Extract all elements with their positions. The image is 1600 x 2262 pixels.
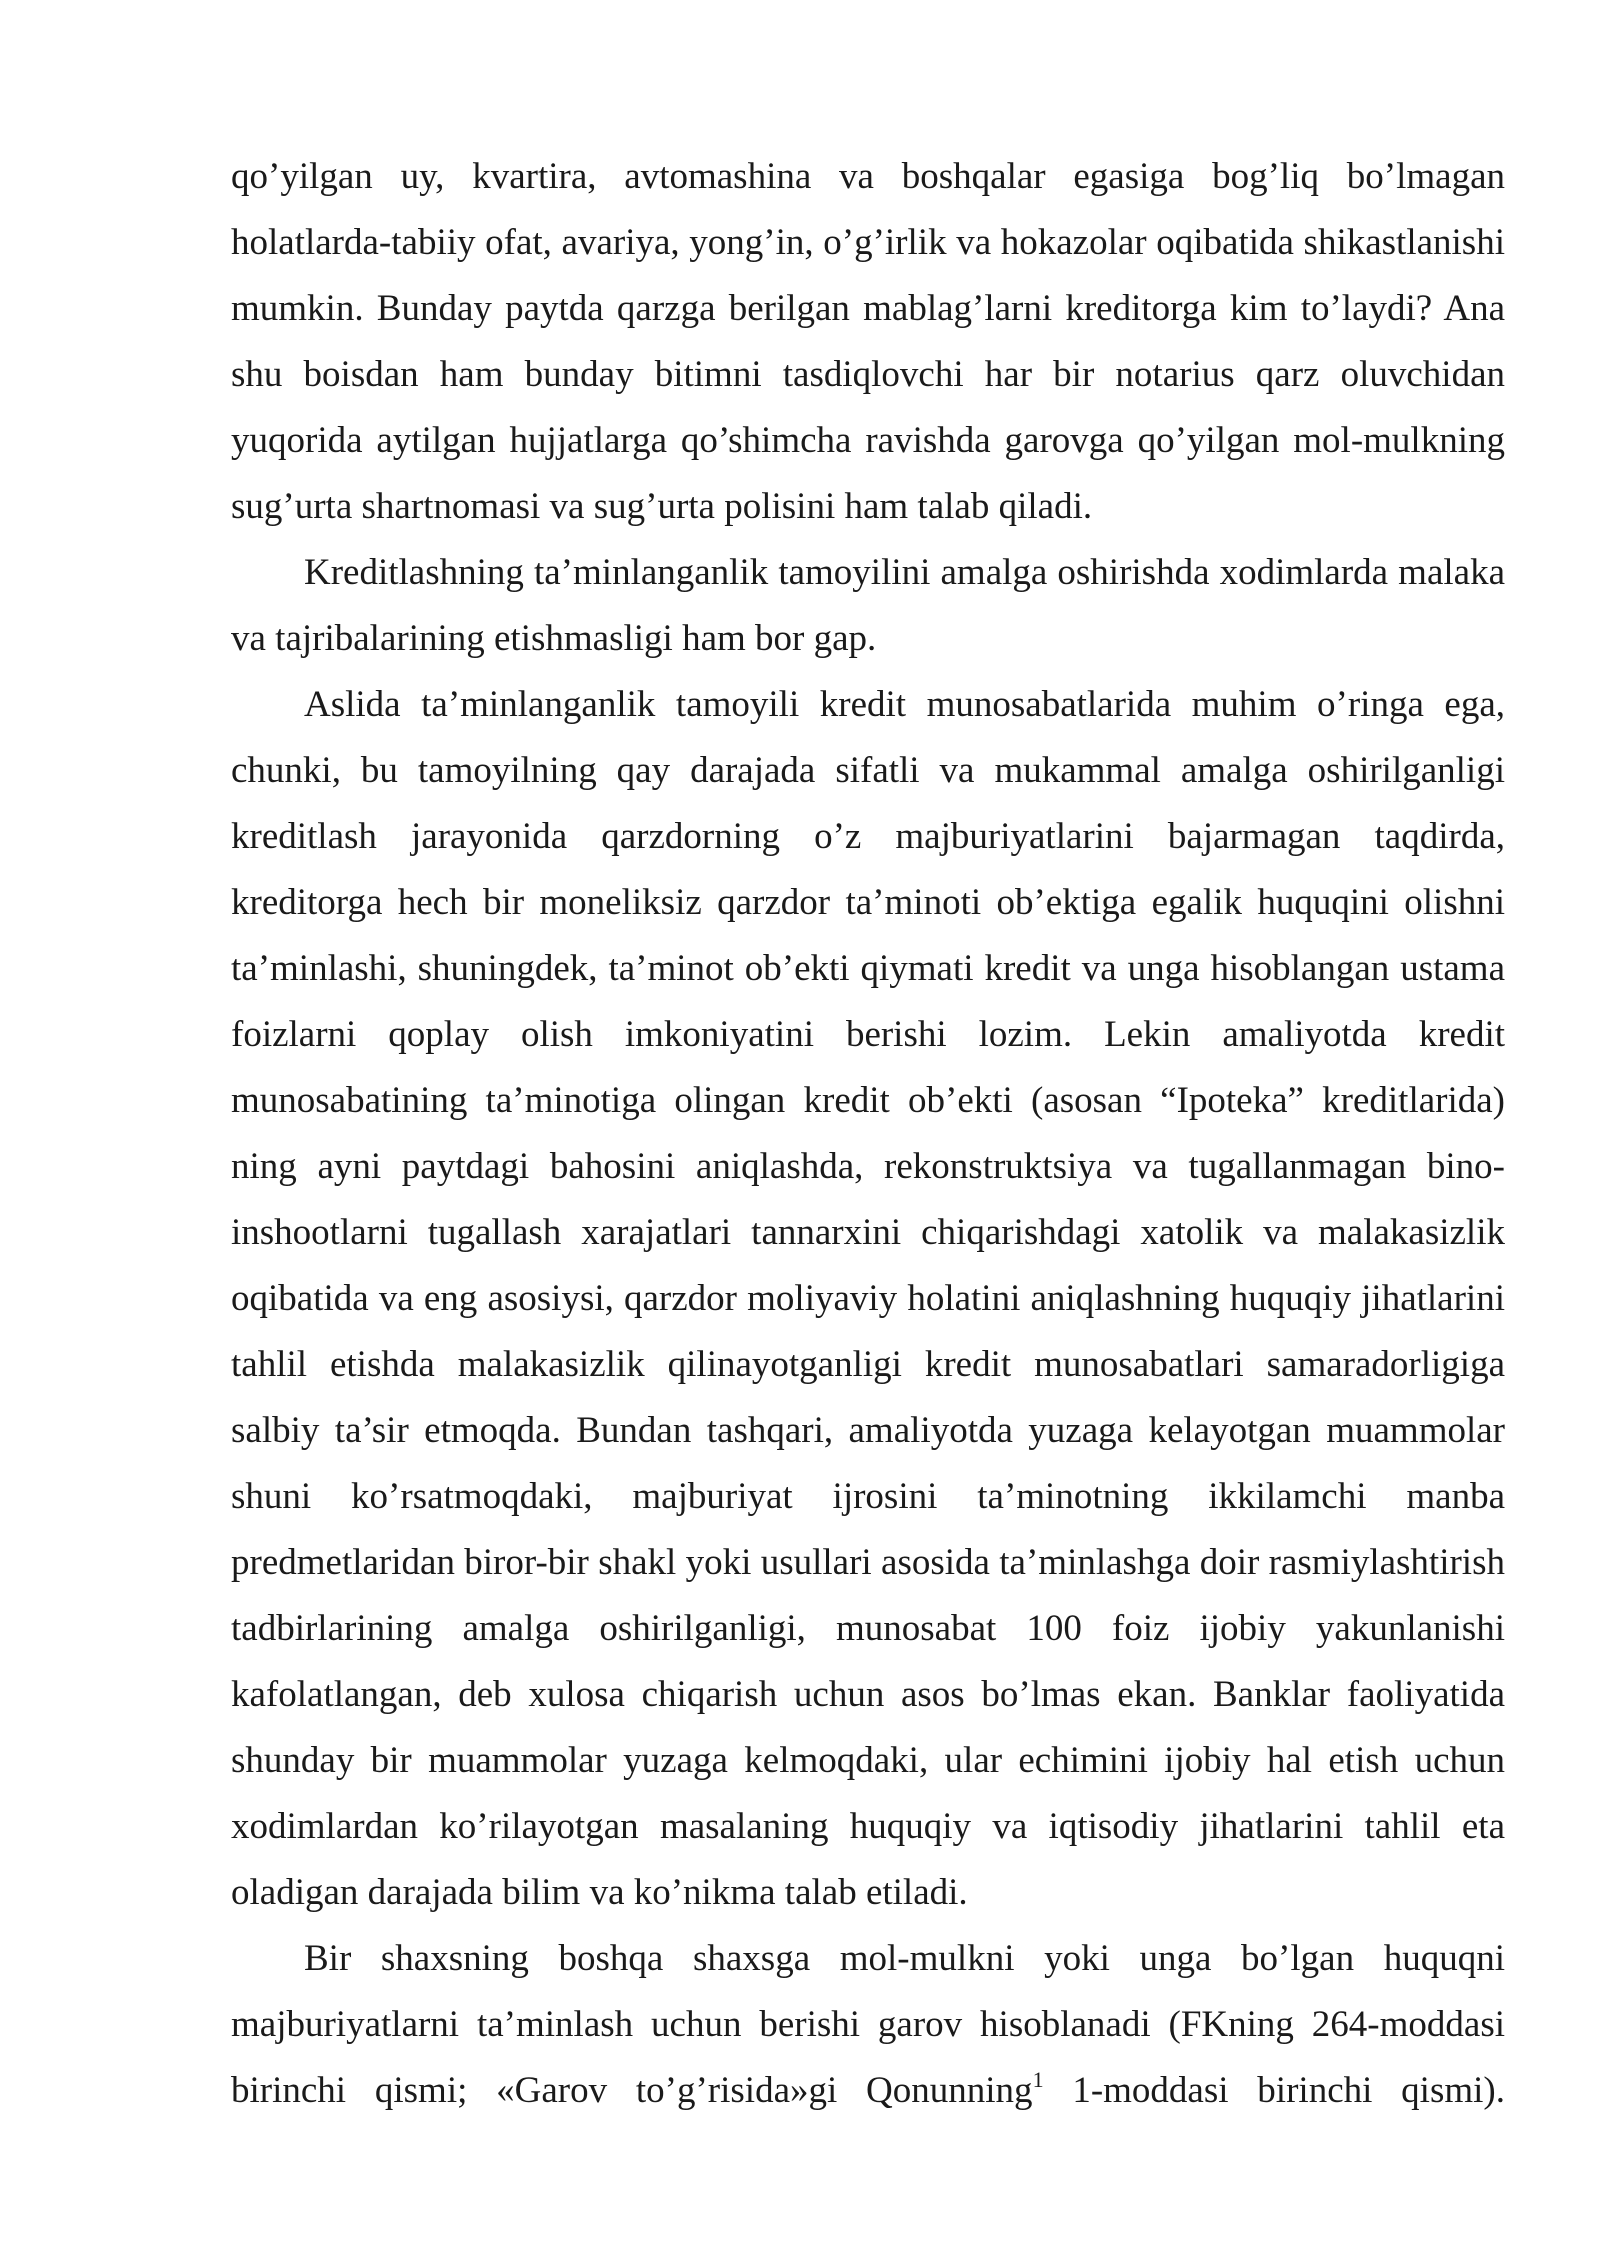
paragraph-1: qo’yilgan uy, kvartira, avtomashina va boshqalar egasiga bog’liq bo’lmagan holatlarda-tabiiy ofat, avariya, yong’in, o’g’irlik va hokazolar oqibatida shikastlanishi mumkin. Bunday paytda qarzga berilgan mablag’larni kreditorga kim to’laydi? Ana shu boisdan ham bunday bitimni tasdiqlovchi har bir notarius qarz oluvchidan yuqorida aytilgan hujjatlarga qo’shimcha ravishda garovga qo’yilgan mol-mulkning sug’urta shartnomasi va sug’urta polisini ham talab qiladi. [231,156,1505,527]
footnote-marker[interactable]: 1 [1032,2066,1044,2092]
paragraph-2: Kreditlashning ta’minlanganlik tamoyilini amalga oshirishda xodimlarda malaka va tajribalarining etishmasligi ham bor gap. [231,552,1505,659]
paragraph-4 [231,1926,1505,2124]
paragraph-3: Aslida ta’minlanganlik tamoyili kredit munosabatlarida muhim o’ringa ega, chunki, bu tamoyilning qay darajada sifatli va mukammal amalga oshirilganligi kreditlash jarayonida qarzdorning o’z majburiyatlarini bajarmagan taqdirda, kreditorga hech bir moneliksiz qarzdor ta’minoti ob’ektiga egalik huquqini olishni ta’minlashi, shuningdek, ta’minot ob’ekti qiymati kredit va unga hisoblangan ustama foizlarni qoplay olish imkoniyatini berishi lozim. Lekin amaliyotda kredit munosabatining ta’minotiga olingan kredit ob’ekti (asosan “Ipoteka” kreditlarida) ning ayni paytdagi bahosini aniqlashda, rekonstruktsiya va tugallanmagan bino-inshootlarni tugallash xarajatlari tannarxini chiqarishdagi xatolik va malakasizlik oqibatida va eng asosiysi, qarzdor moliyaviy holatini aniqlashning huquqiy jihatlarini tahlil etishda malakasizlik qilinayotganligi kredit munosabatlari samaradorligiga salbiy ta’sir etmoqda. Bundan tashqari, amaliyotda yuzaga kelayotgan muammolar shuni ko’rsatmoqdaki, majburiyat ijrosini ta’minotning ikkilamchi manba predmetlaridan biror-bir shakl yoki usullari asosida ta’minlashga doir rasmiylashtirish tadbirlarining amalga oshirilganligi, munosabat 100 foiz ijobiy yakunlanishi kafolatlangan, deb xulosa chiqarish uchun asos bo’lmas ekan. Banklar faoliyatida shunday bir muammolar yuzaga kelmoqdaki, ular echimini ijobiy hal etish uchun xodimlardan ko’rilayotgan masalaning huquqiy va iqtisodiy jihatlarini tahlil eta oladigan darajada bilim va ko’nikma talab etiladi. [231,684,1505,1913]
body-text [231,144,1505,2124]
paragraph-4-text-end: 1-moddasi birinchi qismi). [1043,2070,1505,2111]
paragraph-4-text: Bir shaxsning boshqa shaxsga mol-mulkni yoki unga bo’lgan huquqni majburiyatlarni ta’minlash uchun berishi garov hisoblanadi (FKning 264-moddasi birinchi qismi; «Garov to’g’risida»gi Qonunning [231,1938,1505,2111]
